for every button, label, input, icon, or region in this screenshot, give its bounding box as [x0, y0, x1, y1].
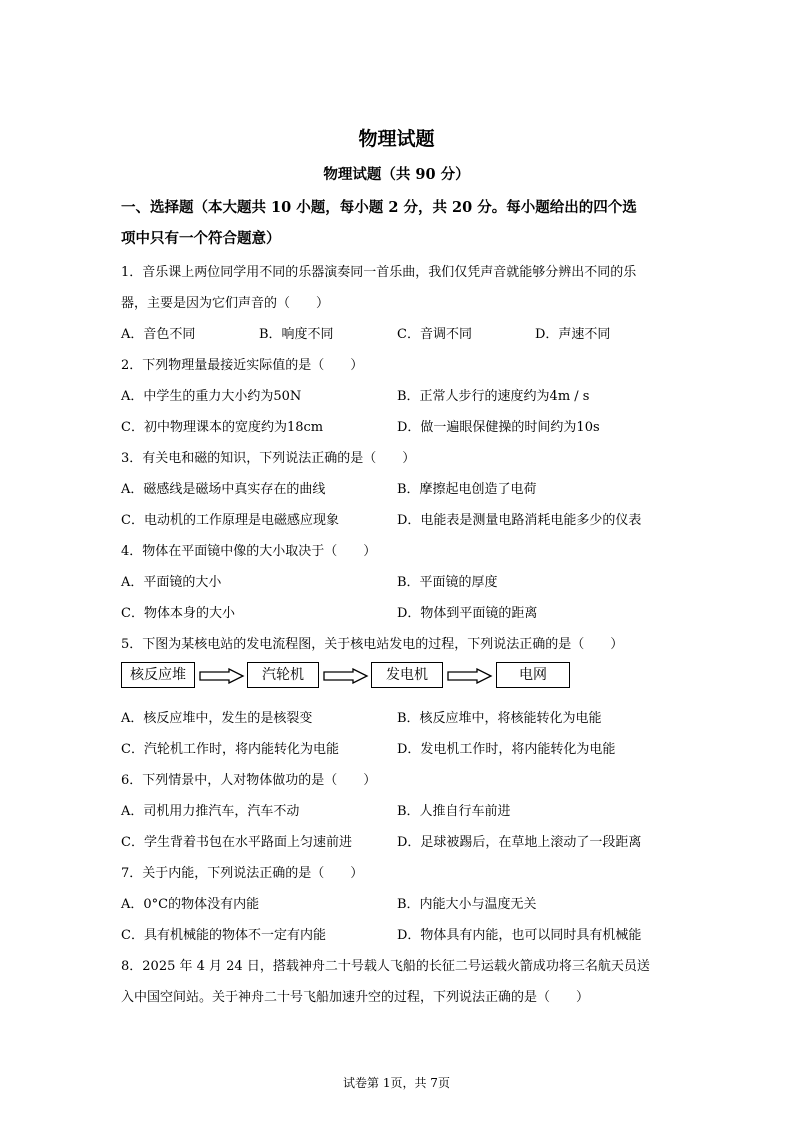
question-7-stem: 7．关于内能，下列说法正确的是（ ） — [121, 866, 364, 881]
question-4-stem: 4．物体在平面镜中像的大小取决于（ ） — [121, 544, 377, 559]
section-heading — [121, 192, 681, 254]
question-5-option-a: A．核反应堆中，发生的是核裂变 — [121, 711, 313, 726]
page-title: 物理试题 — [358, 128, 435, 150]
question-6-option-c: C．学生背着书包在水平路面上匀速前进 — [121, 835, 352, 850]
question-1-stem-line2: 器，主要是因为它们声音的（ ） — [121, 296, 330, 311]
flow-box-turbine: 汽轮机 — [247, 662, 319, 688]
nuclear-power-flow-diagram — [121, 662, 581, 694]
question-5-option-d: D．发电机工作时，将内能转化为电能 — [397, 742, 616, 757]
question-3-option-b: B．摩擦起电创造了电荷 — [397, 482, 537, 497]
question-1-option-a: A．音色不同 — [121, 327, 196, 342]
question-2-option-c: C．初中物理课本的宽度约为18cm — [121, 420, 324, 435]
question-1-option-c: C．音调不同 — [397, 327, 472, 342]
flow-box-grid: 电网 — [496, 662, 570, 688]
question-2-option-d: D．做一遍眼保健操的时间约为10s — [397, 420, 600, 435]
question-4-option-a: A．平面镜的大小 — [121, 575, 222, 590]
question-6-option-a: A．司机用力推汽车，汽车不动 — [121, 804, 300, 819]
page-footer: 试卷第 1页，共 7页 — [343, 1076, 450, 1090]
question-1-stem-line1: 1．音乐课上两位同学用不同的乐器演奏同一首乐曲，我们仅凭声音就能够分辨出不同的乐 — [121, 265, 637, 280]
question-3-stem: 3．有关电和磁的知识，下列说法正确的是（ ） — [121, 451, 416, 466]
question-2-option-b: B．正常人步行的速度约为4m / s — [397, 389, 590, 404]
question-7-option-c: C．具有机械能的物体不一定有内能 — [121, 928, 326, 943]
question-6-stem: 6．下列情景中，人对物体做功的是（ ） — [121, 773, 377, 788]
question-5-stem: 5．下图为某核电站的发电流程图，关于核电站发电的过程，下列说法正确的是（ ） — [121, 637, 624, 652]
flow-box-reactor: 核反应堆 — [121, 662, 195, 688]
question-3-option-d: D．电能表是测量电路消耗电能多少的仪表 — [397, 513, 642, 528]
question-1-option-d: D．声速不同 — [535, 327, 611, 342]
question-1-option-b: B．响度不同 — [259, 327, 334, 342]
question-7-option-b: B．内能大小与温度无关 — [397, 897, 537, 912]
page-subtitle: 物理试题（共 90 分） — [323, 166, 470, 183]
question-5-option-b: B．核反应堆中，将核能转化为电能 — [397, 711, 602, 726]
question-3-option-c: C．电动机的工作原理是电磁感应现象 — [121, 513, 339, 528]
flow-arrow-3-icon — [447, 668, 493, 684]
flow-arrow-2-icon — [323, 668, 369, 684]
question-4-option-b: B．平面镜的厚度 — [397, 575, 498, 590]
question-5-option-c: C．汽轮机工作时，将内能转化为电能 — [121, 742, 339, 757]
question-8-stem-line2: 入中国空间站。关于神舟二十号飞船加速升空的过程，下列说法正确的是（ ） — [121, 990, 590, 1005]
question-4-option-c: C．物体本身的大小 — [121, 606, 235, 621]
question-7-option-a: A．0°C的物体没有内能 — [121, 897, 260, 912]
question-2-option-a: A．中学生的重力大小约为50N — [121, 389, 302, 404]
question-7-option-d: D．物体具有内能，也可以同时具有机械能 — [397, 928, 642, 943]
question-3-option-a: A．磁感线是磁场中真实存在的曲线 — [121, 482, 326, 497]
question-2-stem: 2．下列物理量最接近实际值的是（ ） — [121, 358, 364, 373]
question-8-stem-line1: 8．2025 年 4 月 24 日，搭载神舟二十号载人飞船的长征二号运载火箭成功将三名航天员送 — [121, 959, 650, 974]
question-6-option-b: B．人推自行车前进 — [397, 804, 511, 819]
flow-box-generator: 发电机 — [371, 662, 443, 688]
section-heading-line2: 项中只有一个符合题意） — [121, 230, 281, 247]
question-6-option-d: D．足球被踢后，在草地上滚动了一段距离 — [397, 835, 642, 850]
section-heading-line1: 一、选择题（本大题共 10 小题，每小题 2 分，共 20 分。每小题给出的四个选 — [121, 199, 637, 216]
flow-arrow-1-icon — [199, 668, 245, 684]
question-4-option-d: D．物体到平面镜的距离 — [397, 606, 538, 621]
